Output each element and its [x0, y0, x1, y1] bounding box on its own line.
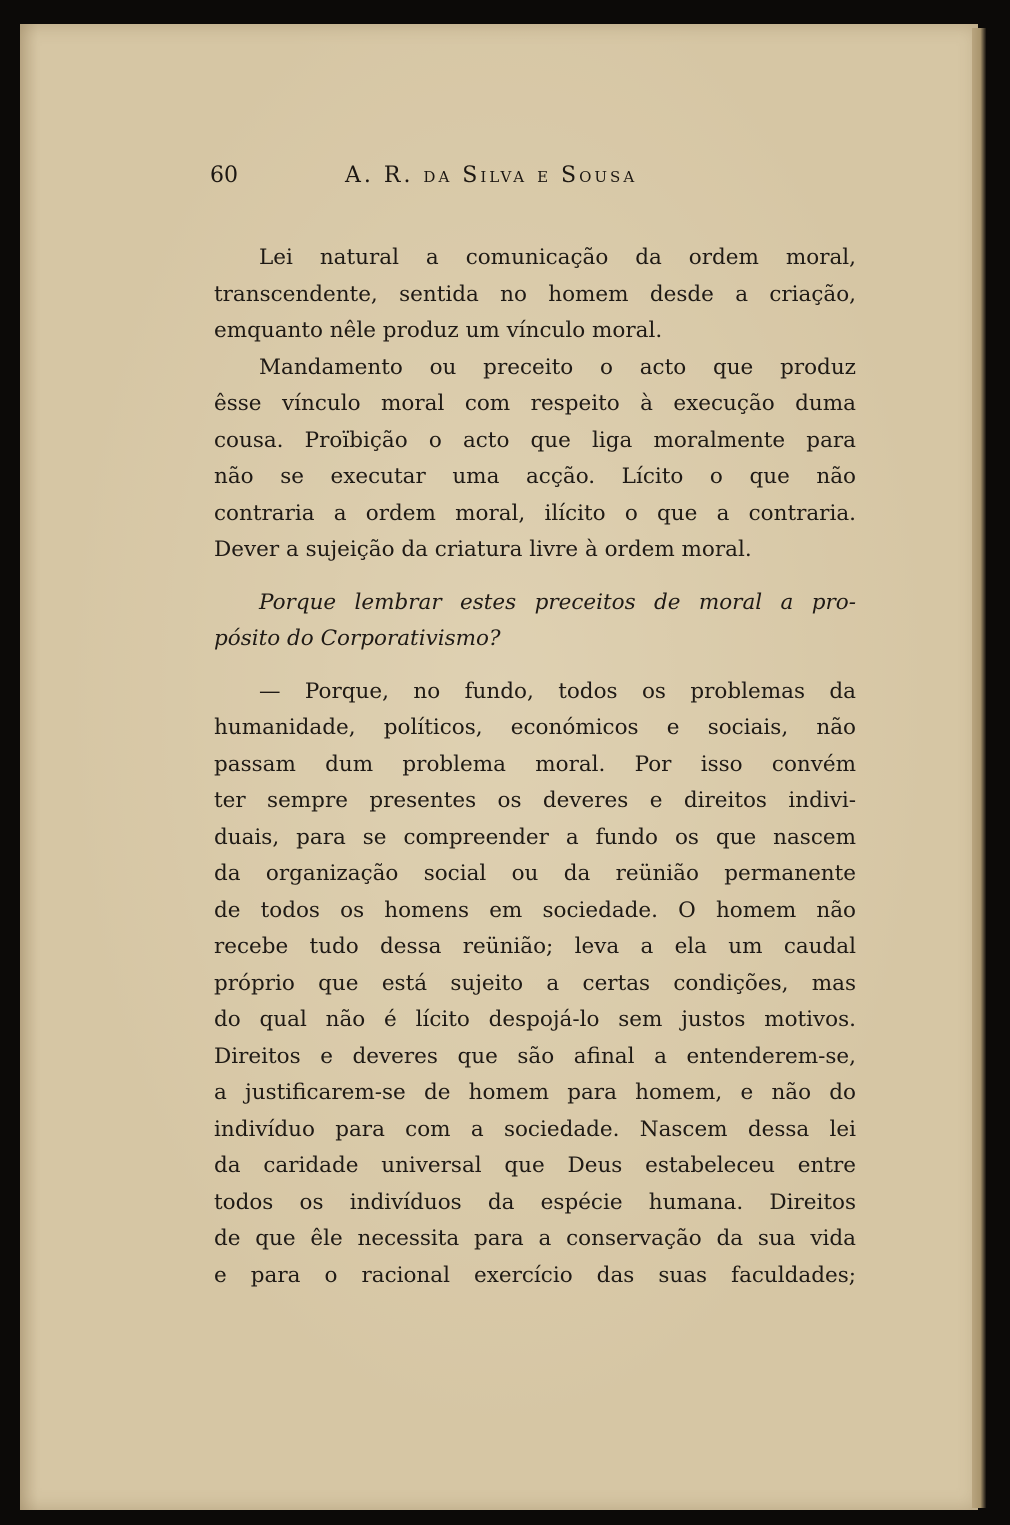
- text-line: emquanto nêle produz um vínculo moral.: [214, 318, 663, 343]
- author-name: A. R. da Silva e Sousa: [345, 163, 638, 188]
- text-line: duais, para se compreender a fundo os que nascem: [214, 824, 856, 850]
- text-line: transcendente, sentida no homem desde a criação,: [214, 281, 856, 307]
- text-line: de que êle necessita para a conservação da sua vida: [214, 1226, 856, 1251]
- running-head: [210, 163, 850, 195]
- page-edge: [972, 28, 986, 1508]
- text-line: êsse vínculo moral com respeito à execução duma: [214, 391, 856, 416]
- text-line: ter sempre presentes os deveres e direitos indivi-: [214, 788, 856, 813]
- text-line: cousa. Proïbição o acto que liga moralmente para: [214, 427, 856, 453]
- text-line: próprio que está sujeito a certas condições, mas: [214, 970, 856, 996]
- text-line: e para o racional exercício das suas faculdades;: [214, 1262, 856, 1288]
- text-line: Lei natural a comunicação da ordem moral,: [259, 245, 856, 270]
- paragraph-1: [214, 240, 856, 350]
- text-line: pósito do Corporativismo?: [214, 626, 501, 651]
- text-line: não se executar uma acção. Lícito o que não: [214, 464, 856, 489]
- text-line: contraria a ordem moral, ilícito o que a contraria.: [214, 500, 856, 526]
- text-line: todos os indivíduos da espécie humana. Direitos: [214, 1189, 856, 1215]
- text-line: do qual não é lícito despojá-lo sem justos motivos.: [214, 1007, 856, 1032]
- text-line: Dever a sujeição da criatura livre à ordem moral.: [214, 537, 752, 562]
- paragraph-gap: [214, 569, 856, 585]
- text-line: da organização social ou da reünião permanente: [214, 861, 856, 886]
- paragraph-2: [214, 350, 856, 569]
- text-line: — Porque, no fundo, todos os problemas da: [259, 678, 856, 704]
- text-line: passam dum problema moral. Por isso convém: [214, 751, 856, 777]
- text-line: recebe tudo dessa reünião; leva a ela um caudal: [214, 934, 856, 959]
- text-line: Porque lembrar estes preceitos de moral a pro-: [259, 589, 856, 615]
- answer-paragraph: [214, 674, 856, 1295]
- question-paragraph: [214, 585, 856, 658]
- body-text: [214, 240, 856, 1294]
- text-line: da caridade universal que Deus estabeleceu entre: [214, 1153, 856, 1178]
- text-line: a justificarem-se de homem para homem, e não do: [214, 1080, 856, 1105]
- text-line: Mandamento ou preceito o acto que produz: [259, 354, 856, 380]
- paragraph-gap: [214, 658, 856, 674]
- text-line: de todos os homens em sociedade. O homem não: [214, 897, 856, 923]
- text-line: humanidade, políticos, económicos e sociais, não: [214, 715, 856, 740]
- page-number: 60: [210, 163, 238, 188]
- text-line: Direitos e deveres que são afinal a entenderem-se,: [214, 1043, 856, 1069]
- text-line: indivíduo para com a sociedade. Nascem dessa lei: [214, 1116, 856, 1142]
